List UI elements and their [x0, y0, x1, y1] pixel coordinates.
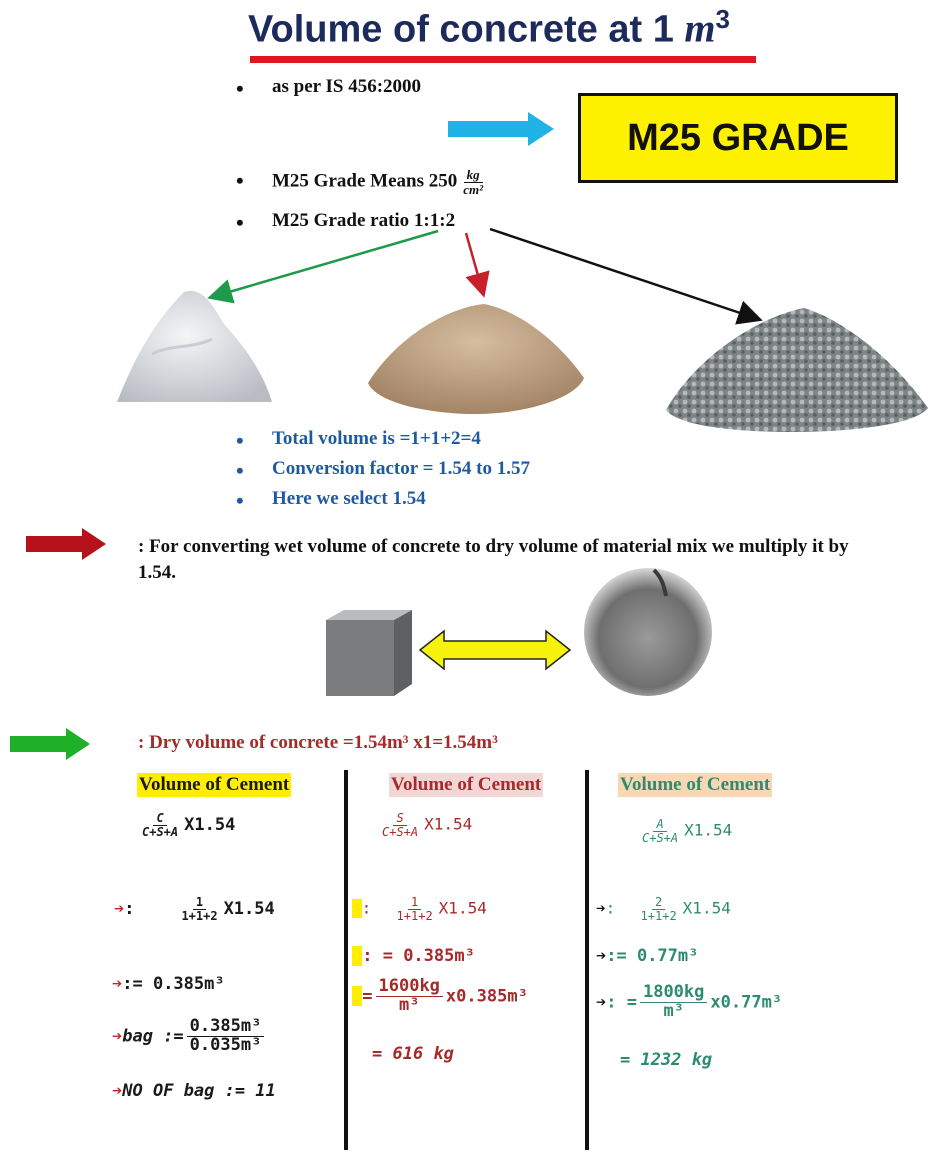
sand-step-1: : $\frac{1}{1+1+2}$ X1.54 — [352, 896, 487, 922]
cement-pile-icon — [112, 284, 277, 409]
dry-mix-icon — [578, 560, 718, 696]
double-arrow-icon — [418, 628, 572, 672]
sand-step-2: : = 0.385m³ — [352, 946, 475, 966]
cement-step-4: ➔NO OF bag := 11 — [112, 1081, 276, 1101]
info-item: • Here we select 1.54 — [272, 488, 426, 510]
sand-step-3: = $\frac{1600kg}{\text{m³}}$ x0.385m³ — [352, 978, 528, 1015]
aggregate-step-3: ➔: = $\frac{1800kg}{\text{m³}}$ x0.77m³ — [596, 982, 783, 1021]
dry-volume-line: : Dry volume of concrete =1.54m³ x1=1.54m³ — [138, 732, 498, 753]
column-divider — [585, 770, 589, 1150]
sand-column-heading: Volume of Cement — [391, 774, 542, 795]
page-title: Volume of concrete at 1 $m^3$ — [248, 4, 730, 51]
aggregate-column-heading: Volume of Cement — [620, 774, 771, 795]
aggregate-formula: $\frac{A}{C+S+A}$ X1.54 — [642, 817, 733, 845]
sand-formula: $\frac{S}{C+S+A}$ X1.54 — [382, 811, 473, 839]
info-item: • Conversion factor = 1.54 to 1.57 — [272, 458, 530, 480]
aggregate-step-2: ➔:= 0.77m³ — [596, 946, 699, 966]
sand-result: = 616 kg — [372, 1044, 454, 1064]
red-arrow-icon — [26, 528, 108, 560]
aggregate-step-1: ➔: $\frac{2}{1+1+2}$ X1.54 — [596, 895, 731, 923]
grade-ratio-bullet: • M25 Grade ratio 1:1:2 — [272, 210, 455, 232]
grade-meaning-bullet: • M25 Grade Means 250 $\frac{kg}{\text{cm²}}$ — [272, 168, 489, 196]
grade-box: M25 GRADE — [578, 93, 898, 183]
ratio-branch-arrows — [0, 0, 936, 330]
cement-step-2: ➔:= 0.385m³ — [112, 974, 225, 994]
cement-formula: $\frac{C}{C+S+A}$ X1.54 — [142, 811, 236, 839]
aggregate-result: = 1232 kg — [620, 1050, 713, 1070]
info-item: • Total volume is =1+1+2=4 — [272, 428, 481, 450]
green-arrow-icon — [10, 728, 92, 760]
cement-step-1: ➔: $\frac{1}{1+1+2}$ X1.54 — [114, 895, 275, 923]
column-divider — [344, 770, 348, 1150]
sand-pile-icon — [366, 298, 588, 418]
cement-column-heading: Volume of Cement — [139, 774, 290, 795]
cement-step-3: ➔bag := $\frac{\text{0.385m³}}{\text{0.035m³}}$ — [112, 1018, 267, 1055]
concrete-cube-icon — [322, 608, 416, 700]
standard-bullet: • as per IS 456:2000 — [272, 76, 421, 98]
aggregate-pile-icon — [664, 300, 932, 435]
conversion-note: : For converting wet volume of concrete to dry volume of material mix we multiply it by 1.54. — [138, 536, 849, 583]
